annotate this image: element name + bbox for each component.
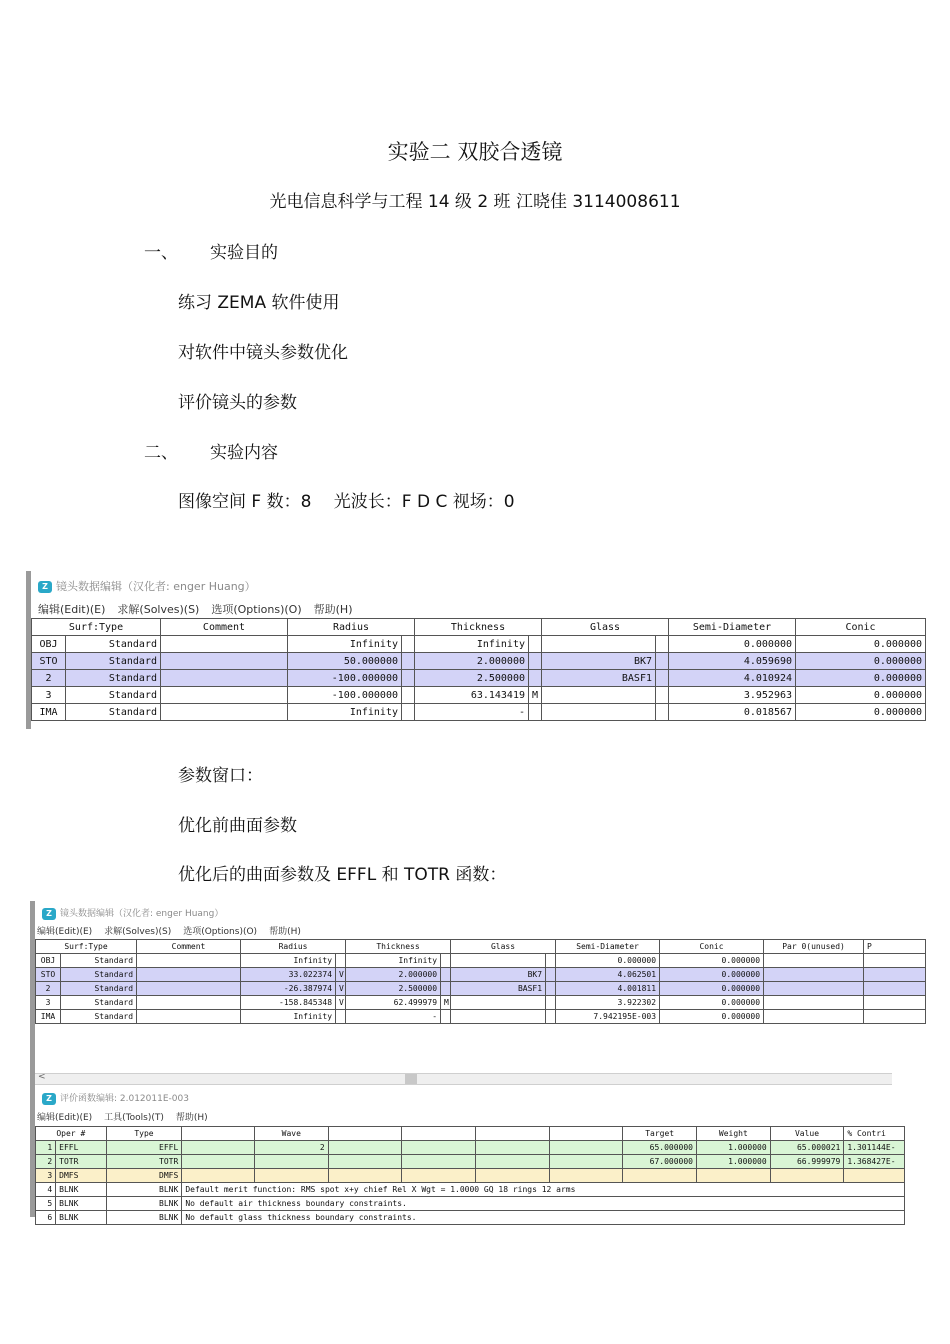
merit-row[interactable] xyxy=(36,1211,905,1225)
merit-menu-bar xyxy=(37,1110,220,1123)
merit-row[interactable] xyxy=(36,1141,905,1155)
cell-glass[interactable] xyxy=(542,687,656,704)
cell-comment[interactable] xyxy=(161,636,288,653)
cell-surface[interactable]: IMA xyxy=(36,1010,61,1024)
cell-thickness[interactable]: 62.499979 xyxy=(346,996,441,1010)
table-row[interactable] xyxy=(36,1010,926,1024)
cell-solve-flag[interactable] xyxy=(529,704,542,721)
cell-radius[interactable]: -26.387974 xyxy=(241,982,336,996)
cell-thickness[interactable]: - xyxy=(415,704,529,721)
cell-semi-diameter[interactable]: 3.922302 xyxy=(556,996,660,1010)
cell-contrib[interactable]: 1.301144E- xyxy=(844,1141,905,1155)
cell-comment[interactable] xyxy=(137,982,241,996)
cell-type[interactable]: Standard xyxy=(61,1010,137,1024)
cell-glass[interactable]: BASF1 xyxy=(451,982,546,996)
cell-surface[interactable]: STO xyxy=(36,968,61,982)
merit-window-title: 评价函数编辑: 2.012011E-003 xyxy=(60,1094,189,1104)
page-title: 实验二 双胶合透镜 xyxy=(387,140,563,164)
cell-comment[interactable] xyxy=(161,704,288,721)
cell-solve-flag[interactable] xyxy=(336,1010,346,1024)
cell-wave[interactable] xyxy=(254,1169,328,1183)
cell-solve-flag[interactable] xyxy=(336,954,346,968)
lens-data-editor-before xyxy=(26,571,922,729)
page-subtitle: 光电信息科学与工程 14 级 2 班 江晓佳 3114008611 xyxy=(269,192,681,212)
header-glass[interactable]: Glass xyxy=(451,940,556,954)
cell-param[interactable] xyxy=(402,1155,476,1169)
cell-type[interactable]: Standard xyxy=(66,687,161,704)
cell-radius[interactable]: Infinity xyxy=(241,954,336,968)
table-row[interactable] xyxy=(32,653,926,670)
cell-solve-flag[interactable] xyxy=(546,968,556,982)
cell-par0[interactable] xyxy=(764,968,864,982)
section-title: 实验内容 xyxy=(210,443,278,463)
cell-param[interactable] xyxy=(549,1155,623,1169)
cell-oper-number[interactable]: 5 xyxy=(36,1197,56,1211)
cell-oper-name[interactable]: BLNK xyxy=(56,1197,106,1211)
cell-solve-flag[interactable] xyxy=(656,653,669,670)
cell-semi-diameter[interactable]: 4.010924 xyxy=(669,670,796,687)
lens-data-editor-after xyxy=(30,901,896,1222)
menu-edit[interactable]: 编辑(Edit)(E) xyxy=(37,927,93,937)
header-comment[interactable]: Comment xyxy=(161,619,288,636)
zemax-app-icon: Z xyxy=(38,581,52,593)
cell-glass[interactable]: BASF1 xyxy=(542,670,656,687)
cell-surface[interactable]: OBJ xyxy=(36,954,61,968)
header-thickness[interactable]: Thickness xyxy=(415,619,542,636)
header-par1[interactable]: P xyxy=(864,940,926,954)
cell-surface[interactable]: OBJ xyxy=(32,636,66,653)
table-row[interactable] xyxy=(36,996,926,1010)
menu-help[interactable]: 帮助(H) xyxy=(175,1113,208,1123)
cell-comment[interactable] xyxy=(161,687,288,704)
header-wave[interactable]: Wave xyxy=(254,1127,328,1141)
window-titlebar xyxy=(42,906,223,920)
cell-oper-number[interactable]: 4 xyxy=(36,1183,56,1197)
label-after-optimization: 优化后的曲面参数及 EFFL 和 TOTR 函数： xyxy=(178,865,507,885)
merit-row[interactable] xyxy=(36,1169,905,1183)
table-row[interactable] xyxy=(32,704,926,721)
cell-semi-diameter[interactable]: 0.018567 xyxy=(669,704,796,721)
cell-param[interactable] xyxy=(328,1155,402,1169)
objective-item: 评价镜头的参数 xyxy=(178,393,297,413)
cell-thickness[interactable]: Infinity xyxy=(346,954,441,968)
cell-par0[interactable] xyxy=(764,1010,864,1024)
cell-thickness[interactable]: 2.500000 xyxy=(346,982,441,996)
cell-solve-flag[interactable] xyxy=(402,636,415,653)
cell-solve-flag[interactable] xyxy=(441,954,451,968)
cell-thickness[interactable]: 63.143419 xyxy=(415,687,529,704)
merit-window-titlebar xyxy=(42,1091,189,1105)
cell-glass[interactable] xyxy=(451,996,546,1010)
cell-solve-flag[interactable] xyxy=(402,653,415,670)
cell-radius[interactable]: -158.845348 xyxy=(241,996,336,1010)
header-comment[interactable]: Comment xyxy=(137,940,241,954)
cell-solve-flag[interactable]: M xyxy=(529,687,542,704)
header-semi-diameter[interactable]: Semi-Diameter xyxy=(669,619,796,636)
header-surf-type[interactable]: Surf:Type xyxy=(36,940,137,954)
cell-conic[interactable]: 0.000000 xyxy=(660,1010,764,1024)
header-surf-type[interactable]: Surf:Type xyxy=(32,619,161,636)
header-conic[interactable]: Conic xyxy=(660,940,764,954)
header-param[interactable] xyxy=(182,1127,255,1141)
cell-target[interactable] xyxy=(623,1169,697,1183)
lens-data-table xyxy=(31,618,926,721)
cell-solve-flag[interactable]: V xyxy=(336,982,346,996)
label-before-optimization: 优化前曲面参数 xyxy=(178,816,297,836)
table-row[interactable] xyxy=(36,982,926,996)
table-row[interactable] xyxy=(36,954,926,968)
header-semi-diameter[interactable]: Semi-Diameter xyxy=(556,940,660,954)
cell-thickness[interactable]: 2.500000 xyxy=(415,670,529,687)
cell-semi-diameter[interactable]: 4.001811 xyxy=(556,982,660,996)
cell-glass[interactable] xyxy=(451,954,546,968)
cell-value[interactable] xyxy=(770,1169,844,1183)
cell-glass[interactable]: BK7 xyxy=(451,968,546,982)
header-par0[interactable]: Par 0(unused) xyxy=(764,940,864,954)
menu-tools[interactable]: 工具(Tools)(T) xyxy=(104,1113,164,1123)
objective-item: 对软件中镜头参数优化 xyxy=(178,343,348,363)
cell-type[interactable]: Standard xyxy=(61,954,137,968)
merit-row[interactable] xyxy=(36,1155,905,1169)
cell-oper-name[interactable]: EFFL xyxy=(56,1141,106,1155)
merit-row[interactable] xyxy=(36,1183,905,1197)
table-header-row xyxy=(32,619,926,636)
window-title: 镜头数据编辑（汉化者: enger Huang） xyxy=(56,580,256,593)
cell-radius[interactable]: Infinity xyxy=(288,704,402,721)
cell-param[interactable] xyxy=(549,1169,623,1183)
cell-surface[interactable]: 3 xyxy=(36,996,61,1010)
cell-type[interactable]: Standard xyxy=(66,636,161,653)
cell-param[interactable] xyxy=(475,1169,549,1183)
cell-oper-name[interactable]: DMFS xyxy=(56,1169,106,1183)
cell-solve-flag[interactable] xyxy=(529,653,542,670)
header-value[interactable]: Value xyxy=(770,1127,844,1141)
cell-glass[interactable] xyxy=(542,636,656,653)
cell-conic[interactable]: 0.000000 xyxy=(660,954,764,968)
cell-type[interactable]: BLNK xyxy=(106,1183,182,1197)
cell-conic[interactable]: 0.000000 xyxy=(660,982,764,996)
header-param[interactable] xyxy=(475,1127,549,1141)
cell-glass[interactable]: BK7 xyxy=(542,653,656,670)
cell-radius[interactable]: 50.000000 xyxy=(288,653,402,670)
cell-solve-flag[interactable] xyxy=(656,636,669,653)
menu-solves[interactable]: 求解(Solves)(S) xyxy=(117,603,200,616)
cell-contrib[interactable] xyxy=(844,1169,905,1183)
cell-semi-diameter[interactable]: 4.062501 xyxy=(556,968,660,982)
content-parameters: 图像空间 F 数：8 光波长：F D C 视场：0 xyxy=(178,492,515,512)
zemax-app-icon: Z xyxy=(42,1093,56,1105)
cell-solve-flag[interactable] xyxy=(441,982,451,996)
scroll-left-arrow-icon[interactable]: < xyxy=(38,1072,46,1082)
zemax-app-icon: Z xyxy=(42,908,56,920)
cell-type[interactable]: EFFL xyxy=(106,1141,182,1155)
table-row[interactable] xyxy=(32,636,926,653)
cell-wave[interactable] xyxy=(254,1155,328,1169)
cell-solve-flag[interactable] xyxy=(656,687,669,704)
cell-type[interactable]: Standard xyxy=(66,670,161,687)
cell-par0[interactable] xyxy=(764,982,864,996)
cell-type[interactable]: Standard xyxy=(61,968,137,982)
cell-comment[interactable] xyxy=(137,968,241,982)
horizontal-scrollbar[interactable] xyxy=(35,1073,892,1085)
cell-target[interactable]: 67.000000 xyxy=(623,1155,697,1169)
cell-solve-flag[interactable] xyxy=(441,1010,451,1024)
header-thickness[interactable]: Thickness xyxy=(346,940,451,954)
cell-conic[interactable]: 0.000000 xyxy=(796,704,926,721)
cell-type[interactable]: Standard xyxy=(61,996,137,1010)
menu-options[interactable]: 选项(Options)(O) xyxy=(211,603,302,616)
cell-solve-flag[interactable] xyxy=(529,670,542,687)
cell-semi-diameter[interactable]: 4.059690 xyxy=(669,653,796,670)
cell-solve-flag[interactable]: V xyxy=(336,968,346,982)
cell-type[interactable]: Standard xyxy=(66,653,161,670)
cell-radius[interactable]: -100.000000 xyxy=(288,687,402,704)
cell-solve-flag[interactable] xyxy=(656,704,669,721)
cell-solve-flag[interactable] xyxy=(402,687,415,704)
cell-oper-number[interactable]: 2 xyxy=(36,1155,56,1169)
header-param[interactable] xyxy=(328,1127,402,1141)
cell-weight[interactable] xyxy=(697,1169,771,1183)
cell-semi-diameter[interactable]: 0.000000 xyxy=(556,954,660,968)
table-header-row xyxy=(36,940,926,954)
menu-bar xyxy=(38,601,365,617)
cell-param[interactable] xyxy=(402,1141,476,1155)
cell-thickness[interactable]: 2.000000 xyxy=(415,653,529,670)
objective-item: 练习 ZEMA 软件使用 xyxy=(178,293,340,313)
cell-comment[interactable] xyxy=(161,653,288,670)
cell-oper-number[interactable]: 1 xyxy=(36,1141,56,1155)
cell-weight[interactable]: 1.000000 xyxy=(697,1141,771,1155)
menu-help[interactable]: 帮助(H) xyxy=(269,927,301,937)
cell-solve-flag[interactable] xyxy=(656,670,669,687)
cell-par0[interactable] xyxy=(764,954,864,968)
cell-par1[interactable] xyxy=(864,1010,926,1024)
section-number: 二、 xyxy=(144,443,178,463)
cell-surface[interactable]: IMA xyxy=(32,704,66,721)
header-param[interactable] xyxy=(402,1127,476,1141)
label-parameter-window: 参数窗口： xyxy=(178,766,263,786)
cell-surface[interactable]: 2 xyxy=(32,670,66,687)
cell-surface[interactable]: 2 xyxy=(36,982,61,996)
cell-type[interactable]: TOTR xyxy=(106,1155,182,1169)
menu-help[interactable]: 帮助(H) xyxy=(313,603,353,616)
header-glass[interactable]: Glass xyxy=(542,619,669,636)
cell-par1[interactable] xyxy=(864,954,926,968)
cell-oper-name[interactable]: BLNK xyxy=(56,1183,106,1197)
cell-comment-text[interactable]: Default merit function: RMS spot x+y chief Rel X Wgt = 1.0000 GQ 18 rings 12 arms xyxy=(182,1183,905,1197)
cell-solve-flag[interactable] xyxy=(546,954,556,968)
cell-semi-diameter[interactable]: 7.942195E-003 xyxy=(556,1010,660,1024)
cell-thickness[interactable]: - xyxy=(346,1010,441,1024)
merit-function-table xyxy=(35,1126,905,1225)
cell-conic[interactable]: 0.000000 xyxy=(660,996,764,1010)
cell-surface[interactable]: STO xyxy=(32,653,66,670)
cell-glass[interactable] xyxy=(451,1010,546,1024)
cell-surface[interactable]: 3 xyxy=(32,687,66,704)
cell-oper-name[interactable]: TOTR xyxy=(56,1155,106,1169)
header-weight[interactable]: Weight xyxy=(697,1127,771,1141)
cell-param[interactable] xyxy=(475,1141,549,1155)
header-oper[interactable]: Oper # xyxy=(36,1127,107,1141)
cell-par0[interactable] xyxy=(764,996,864,1010)
cell-wave[interactable]: 2 xyxy=(254,1141,328,1155)
cell-comment-text[interactable]: No default glass thickness boundary constraints. xyxy=(182,1211,905,1225)
cell-solve-flag[interactable]: V xyxy=(336,996,346,1010)
cell-thickness[interactable]: Infinity xyxy=(415,636,529,653)
cell-value[interactable]: 66.999979 xyxy=(770,1155,844,1169)
cell-glass[interactable] xyxy=(542,704,656,721)
merit-header-row xyxy=(36,1127,905,1141)
menu-bar xyxy=(37,924,313,937)
cell-param[interactable] xyxy=(475,1155,549,1169)
table-row[interactable] xyxy=(32,670,926,687)
cell-param[interactable] xyxy=(402,1169,476,1183)
cell-radius[interactable]: 33.022374 xyxy=(241,968,336,982)
cell-semi-diameter[interactable]: 3.952963 xyxy=(669,687,796,704)
cell-conic[interactable]: 0.000000 xyxy=(796,670,926,687)
cell-solve-flag[interactable] xyxy=(546,982,556,996)
cell-radius[interactable]: -100.000000 xyxy=(288,670,402,687)
section-heading-2 xyxy=(144,438,278,463)
cell-solve-flag[interactable]: M xyxy=(441,996,451,1010)
cell-comment[interactable] xyxy=(137,996,241,1010)
cell-type[interactable]: DMFS xyxy=(106,1169,182,1183)
cell-conic[interactable]: 0.000000 xyxy=(796,687,926,704)
section-number: 一、 xyxy=(144,243,178,263)
cell-param[interactable] xyxy=(328,1169,402,1183)
cell-solve-flag[interactable] xyxy=(402,704,415,721)
cell-param[interactable] xyxy=(182,1169,255,1183)
section-title: 实验目的 xyxy=(210,243,278,263)
menu-edit[interactable]: 编辑(Edit)(E) xyxy=(37,1113,93,1123)
header-radius[interactable]: Radius xyxy=(241,940,346,954)
cell-param[interactable] xyxy=(182,1141,255,1155)
cell-radius[interactable]: Infinity xyxy=(288,636,402,653)
cell-solve-flag[interactable] xyxy=(546,996,556,1010)
header-type[interactable]: Type xyxy=(106,1127,182,1141)
cell-radius[interactable]: Infinity xyxy=(241,1010,336,1024)
cell-oper-number[interactable]: 3 xyxy=(36,1169,56,1183)
cell-par1[interactable] xyxy=(864,982,926,996)
cell-type[interactable]: Standard xyxy=(61,982,137,996)
cell-param[interactable] xyxy=(549,1141,623,1155)
cell-oper-name[interactable]: BLNK xyxy=(56,1211,106,1225)
cell-comment-text[interactable]: No default air thickness boundary constraints. xyxy=(182,1197,905,1211)
cell-param[interactable] xyxy=(328,1141,402,1155)
cell-conic[interactable]: 0.000000 xyxy=(660,968,764,982)
cell-thickness[interactable]: 2.000000 xyxy=(346,968,441,982)
header-radius[interactable]: Radius xyxy=(288,619,415,636)
cell-solve-flag[interactable] xyxy=(529,636,542,653)
cell-comment[interactable] xyxy=(161,670,288,687)
header-contrib[interactable]: % Contri xyxy=(844,1127,905,1141)
cell-semi-diameter[interactable]: 0.000000 xyxy=(669,636,796,653)
lens-data-table xyxy=(35,939,926,1024)
cell-comment[interactable] xyxy=(137,954,241,968)
cell-conic[interactable]: 0.000000 xyxy=(796,653,926,670)
header-target[interactable]: Target xyxy=(623,1127,697,1141)
cell-value[interactable]: 65.000021 xyxy=(770,1141,844,1155)
section-heading-1 xyxy=(144,238,278,263)
window-title: 镜头数据编辑（汉化者: enger Huang） xyxy=(60,909,224,919)
menu-options[interactable]: 选项(Options)(O) xyxy=(183,927,258,937)
cell-target[interactable]: 65.000000 xyxy=(623,1141,697,1155)
table-row[interactable] xyxy=(36,968,926,982)
window-titlebar xyxy=(38,578,256,594)
cell-param[interactable] xyxy=(182,1155,255,1169)
cell-type[interactable]: Standard xyxy=(66,704,161,721)
table-row[interactable] xyxy=(32,687,926,704)
merit-row[interactable] xyxy=(36,1197,905,1211)
cell-conic[interactable]: 0.000000 xyxy=(796,636,926,653)
cell-oper-number[interactable]: 6 xyxy=(36,1211,56,1225)
cell-weight[interactable]: 1.000000 xyxy=(697,1155,771,1169)
menu-solves[interactable]: 求解(Solves)(S) xyxy=(104,927,172,937)
cell-solve-flag[interactable] xyxy=(441,968,451,982)
cell-type[interactable]: BLNK xyxy=(106,1211,182,1225)
cell-comment[interactable] xyxy=(137,1010,241,1024)
cell-par1[interactable] xyxy=(864,968,926,982)
menu-edit[interactable]: 编辑(Edit)(E) xyxy=(38,603,106,616)
scrollbar-thumb[interactable] xyxy=(405,1074,417,1084)
cell-par1[interactable] xyxy=(864,996,926,1010)
header-param[interactable] xyxy=(549,1127,623,1141)
header-conic[interactable]: Conic xyxy=(796,619,926,636)
cell-solve-flag[interactable] xyxy=(546,1010,556,1024)
cell-solve-flag[interactable] xyxy=(402,670,415,687)
cell-type[interactable]: BLNK xyxy=(106,1197,182,1211)
cell-contrib[interactable]: 1.368427E- xyxy=(844,1155,905,1169)
